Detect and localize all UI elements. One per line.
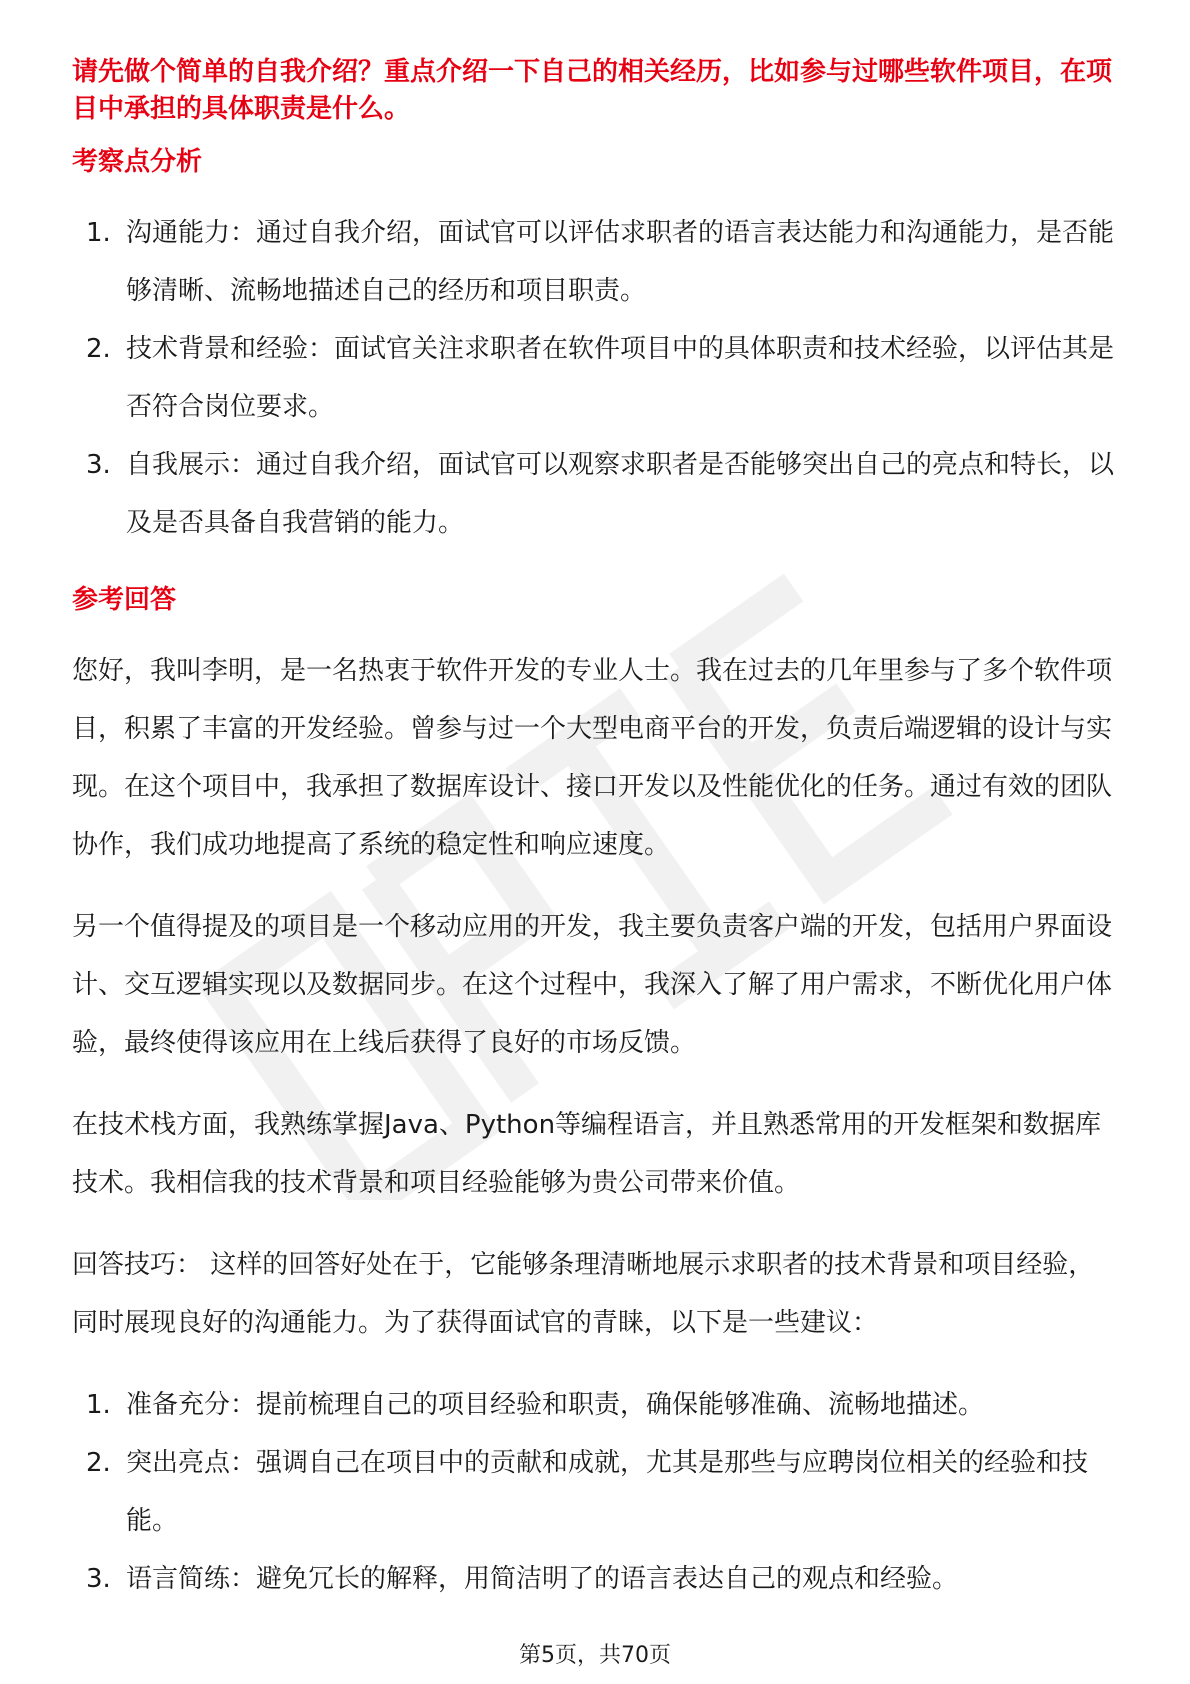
document-page <box>72 54 1118 1608</box>
tips-list <box>72 1376 1118 1608</box>
answer-paragraph: 另一个值得提及的项目是一个移动应用的开发，我主要负责客户端的开发，包括用户界面设计、交互逻辑实现以及数据同步。在这个过程中，我深入了解了用户需求，不断优化用户体验，最终使得该应用在上线后获得了良好的市场反馈。 <box>72 912 1113 1058</box>
answer-paragraph: 您好，我叫李明，是一名热衷于软件开发的专业人士。我在过去的几年里参与了多个软件项目，积累了丰富的开发经验。曾参与过一个大型电商平台的开发，负责后端逻辑的设计与实现。在这个项目中，我承担了数据库设计、接口开发以及性能优化的任务。通过有效的团队协作，我们成功地提高了系统的稳定性和响应速度。 <box>72 656 1113 860</box>
list-item: 1. 准备充分：提前梳理自己的项目经验和职责，确保能够准确、流畅地描述。 <box>86 1390 985 1420</box>
list-item: 2. 技术背景和经验：面试官关注求职者在软件项目中的具体职责和技术经验，以评估其是否符合岗位要求。 <box>86 334 1115 422</box>
list-item: 3. 自我展示：通过自我介绍，面试官可以观察求职者是否能够突出自己的亮点和特长，以及是否具备自我营销的能力。 <box>86 450 1115 538</box>
answer-paragraph: 在技术栈方面，我熟练掌握Java、Python等编程语言，并且熟悉常用的开发框架和数据库技术。我相信我的技术背景和项目经验能够为贵公司带来价值。 <box>72 1110 1102 1198</box>
answer-tips-intro: 回答技巧： 这样的回答好处在于，它能够条理清晰地展示求职者的技术背景和项目经验，同时展现良好的沟通能力。为了获得面试官的青睐，以下是一些建议： <box>72 1250 1095 1338</box>
answer-section-title: 参考回答 <box>72 585 177 615</box>
page-number-footer: 第5页，共70页 <box>519 1643 671 1668</box>
analysis-section-title: 考察点分析 <box>72 147 203 177</box>
list-item: 1. 沟通能力：通过自我介绍，面试官可以评估求职者的语言表达能力和沟通能力，是否能够清晰、流畅地描述自己的经历和项目职责。 <box>86 218 1115 306</box>
list-item: 3. 语言简练：避免冗长的解释，用简洁明了的语言表达自己的观点和经验。 <box>86 1564 959 1594</box>
list-item: 2. 突出亮点：强调自己在项目中的贡献和成就，尤其是那些与应聘岗位相关的经验和技能。 <box>86 1448 1089 1536</box>
question-heading: 请先做个简单的自我介绍？重点介绍一下自己的相关经历，比如参与过哪些软件项目，在项目中承担的具体职责是什么。 <box>72 57 1113 124</box>
analysis-list <box>72 204 1118 552</box>
